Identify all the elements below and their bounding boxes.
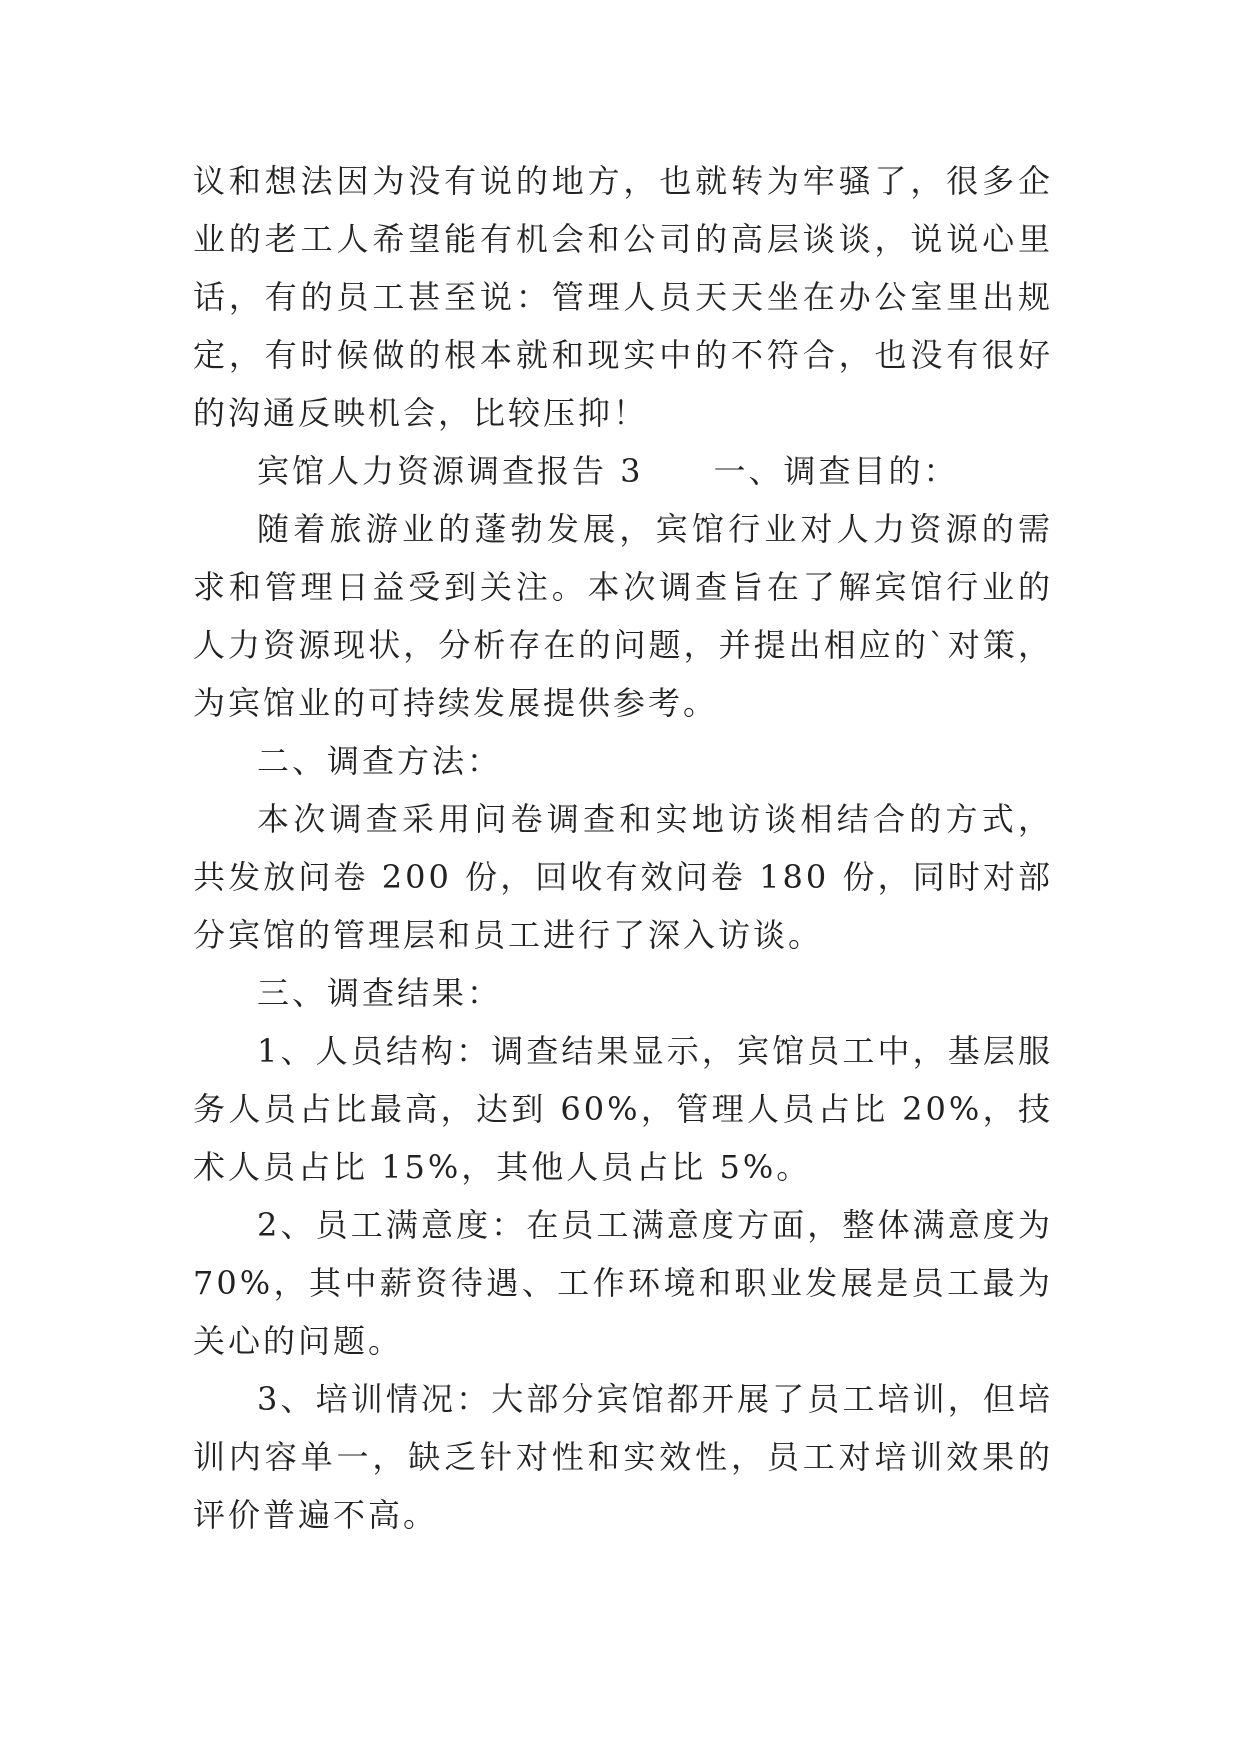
paragraph-satisfaction: 2、员工满意度：在员工满意度方面，整体满意度为 70%，其中薪资待遇、工作环境和职业发展是员工最为关心的问题。 (193, 1206, 1053, 1360)
section-heading-purpose: 一、调查目的： (713, 452, 959, 490)
paragraph-purpose: 随着旅游业的蓬勃发展，宾馆行业对人力资源的需求和管理日益受到关注。本次调查旨在了解宾馆行业的人力资源现状，分析存在的问题，并提出相应的`对策，为宾馆业的可持续发展提供参考。 (193, 510, 1053, 722)
document-body (193, 152, 1053, 1544)
section-heading-method: 二、调查方法： (257, 742, 503, 780)
paragraph-training: 3、培训情况：大部分宾馆都开展了员工培训，但培训内容单一，缺乏针对性和实效性，员工对培训效果的评价普遍不高。 (193, 1380, 1053, 1534)
report-title: 宾馆人力资源调查报告 3 (257, 452, 644, 490)
paragraph-staff-structure: 1、人员结构：调查结果显示，宾馆员工中，基层服务人员占比最高，达到 60%，管理人员占比 20%，技术人员占比 15%，其他人员占比 5%。 (193, 1032, 1053, 1186)
report-title-line (193, 442, 1053, 500)
section-heading-results: 三、调查结果： (257, 974, 503, 1012)
paragraph-method: 本次调查采用问卷调查和实地访谈相结合的方式，共发放问卷 200 份，回收有效问卷 180 份，同时对部分宾馆的管理层和员工进行了深入访谈。 (193, 800, 1053, 954)
paragraph-continuation: 议和想法因为没有说的地方，也就转为牢骚了，很多企业的老工人希望能有机会和公司的高层谈谈，说说心里话，有的员工甚至说：管理人员天天坐在办公室里出规定，有时候做的根本就和现实中的不符合，也没有很好的沟通反映机会，比较压抑！ (193, 162, 1053, 432)
